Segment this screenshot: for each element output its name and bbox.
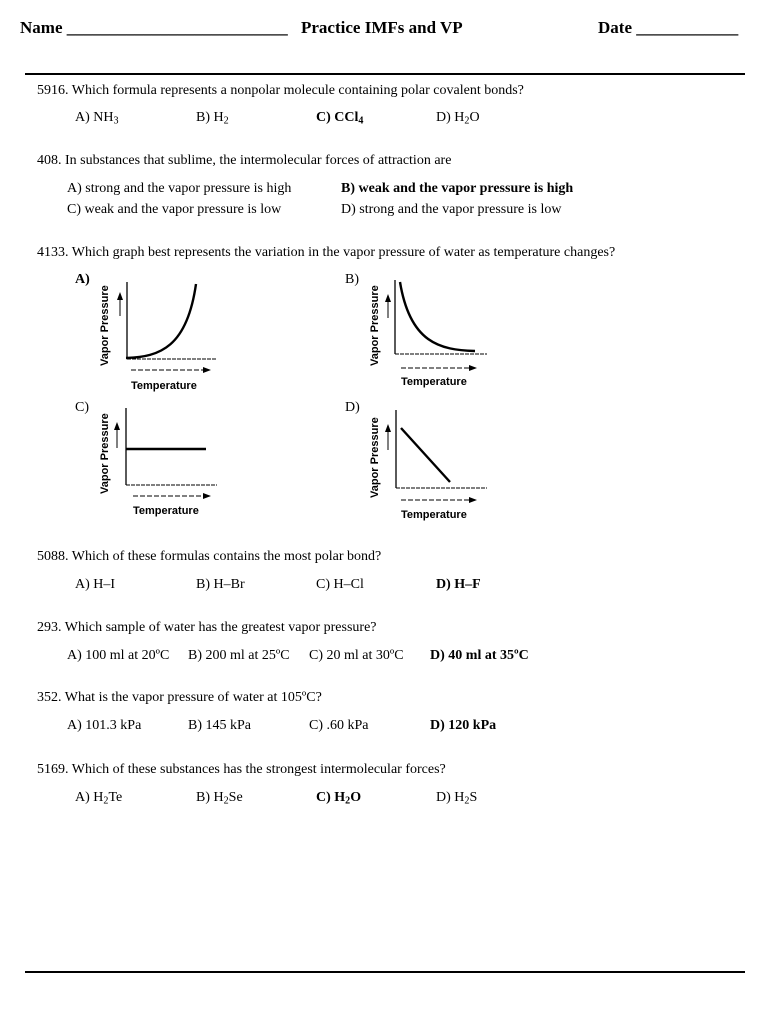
q5916-option-b: B) $H_2$	[196, 110, 229, 127]
graph-d	[365, 400, 495, 524]
graph-d-letter: D)	[345, 400, 360, 415]
q408-option-b: B) weak and the vapor pressure is high	[341, 181, 574, 196]
q5916-option-c: C) CCl$_4$	[316, 110, 364, 127]
date-field-label: Date ____________	[598, 18, 739, 37]
name-field-label: Name __________________________	[20, 18, 288, 37]
graph-c	[95, 398, 225, 522]
graph-c-xlabel: Temperature	[133, 505, 199, 517]
graph-c-ylabel: Vapor Pressure	[99, 413, 111, 494]
graph-a	[95, 272, 225, 396]
page-title: Practice IMFs and VP	[301, 18, 463, 37]
graph-a-letter: A)	[75, 272, 90, 287]
q5169-option-c: C) $H_2O$	[316, 790, 362, 807]
q5088-option-b: B) H–Br	[196, 577, 245, 592]
question-5916-text: 5916. Which formula represents a nonpolar molecule containing polar covalent bonds?	[37, 83, 524, 98]
q352-option-c: C) .60 kPa	[309, 718, 369, 733]
q293-option-b: B) 200 ml at 25ºC	[188, 648, 290, 663]
question-5088-text: 5088. Which of these formulas contains the most polar bond?	[37, 549, 382, 564]
q293-option-c: C) 20 ml at 30ºC	[309, 648, 404, 663]
header-divider	[25, 73, 745, 75]
graph-b-ylabel: Vapor Pressure	[369, 285, 381, 366]
question-408-text: 408. In substances that sublime, the intermolecular forces of attraction are	[37, 153, 452, 168]
graph-a-ylabel: Vapor Pressure	[99, 285, 111, 366]
graph-a-xlabel: Temperature	[131, 380, 197, 392]
q293-option-a: A) 100 ml at 20ºC	[67, 648, 170, 663]
q5916-option-a: A) $NH_3$	[75, 110, 119, 127]
q352-option-b: B) 145 kPa	[188, 718, 251, 733]
graph-d-ylabel: Vapor Pressure	[369, 417, 381, 498]
graph-b-letter: B)	[345, 272, 359, 287]
q5169-option-a: A) $H_2Te$	[75, 790, 123, 807]
q5916-option-d: D) $H_2O$	[436, 110, 480, 127]
q408-option-c: C) weak and the vapor pressure is low	[67, 202, 282, 217]
q5169-option-d: D) $H_2S$	[436, 790, 478, 807]
graph-c-letter: C)	[75, 400, 89, 415]
question-293-text: 293. Which sample of water has the greatest vapor pressure?	[37, 620, 377, 635]
question-4133-text: 4133. Which graph best represents the variation in the vapor pressure of water as temperature changes?	[37, 245, 616, 260]
graph-b-xlabel: Temperature	[401, 376, 467, 388]
graph-d-xlabel: Temperature	[401, 509, 467, 521]
q5088-option-a: A) H–I	[75, 577, 116, 592]
question-5169-text: 5169. Which of these substances has the strongest intermolecular forces?	[37, 762, 446, 777]
q5088-option-d: D) H–F	[436, 577, 481, 592]
q5088-option-c: C) H–Cl	[316, 577, 364, 592]
graph-b	[365, 268, 495, 392]
footer-divider	[25, 971, 745, 973]
q352-option-d: D) 120 kPa	[430, 718, 497, 733]
q408-option-a: A) strong and the vapor pressure is high	[67, 181, 292, 196]
q293-option-d: D) 40 ml at 35ºC	[430, 648, 529, 663]
question-352-text: 352. What is the vapor pressure of water at 105ºC?	[37, 690, 322, 705]
q352-option-a: A) 101.3 kPa	[67, 718, 142, 733]
q5169-option-b: B) $H_2Se$	[196, 790, 243, 807]
q408-option-d: D) strong and the vapor pressure is low	[341, 202, 562, 217]
